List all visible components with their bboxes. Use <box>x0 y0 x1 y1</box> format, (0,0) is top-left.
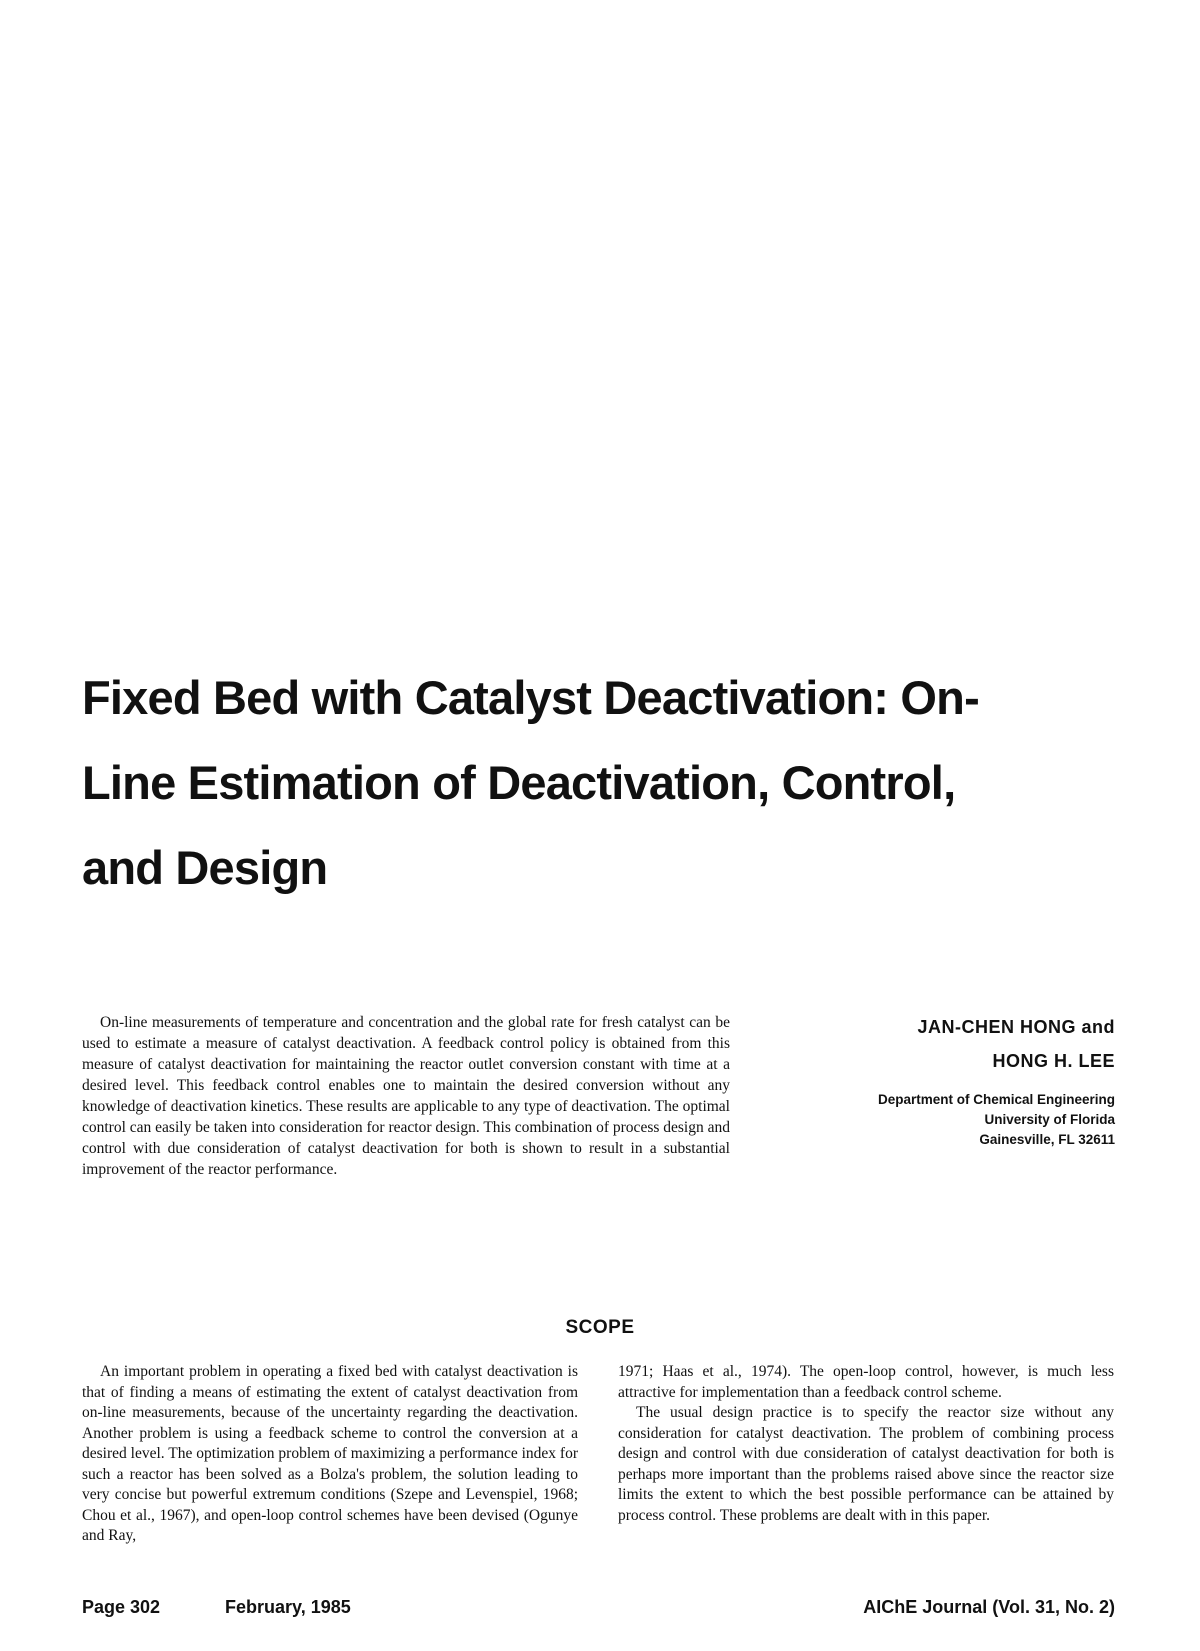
footer-page-number: Page 302 <box>82 1597 161 1617</box>
title-line-1: Fixed Bed with Catalyst Deactivation: On- <box>82 671 979 724</box>
affiliation-department: Department of Chemical Engineering <box>877 1092 1115 1107</box>
author-line-2: HONG H. LEE <box>992 1051 1115 1071</box>
article-title <box>82 655 1082 910</box>
affiliation <box>755 1090 1115 1150</box>
title-line-2: Line Estimation of Deactivation, Control, <box>82 756 956 809</box>
affiliation-location: Gainesville, FL 32611 <box>979 1132 1115 1147</box>
scope-right-paragraph-1: 1971; Haas et al., 1974). The open-loop control, however, is much less attractive for implementation than a feedback control scheme. <box>618 1363 1114 1401</box>
scope-right-paragraph-2: The usual design practice is to specify the reactor size without any consideration for catalyst deactivation. The problem of combining process design and control with due consideration of catalyst deactivation for both is perhaps more important than the problems raised above since the reactor size limits the extent to which the best possible performance can be attained by process control. These problems are dealt with in this paper. <box>618 1404 1114 1524</box>
footer-date: February, 1985 <box>225 1597 351 1617</box>
section-heading-scope: SCOPE <box>565 1317 635 1338</box>
footer-journal: AIChE Journal (Vol. 31, No. 2) <box>863 1597 1115 1617</box>
author-block <box>755 1010 1115 1150</box>
affiliation-university: University of Florida <box>984 1112 1115 1127</box>
scope-left-paragraph: An important problem in operating a fixed bed with catalyst deactivation is that of finding a means of estimating the extent of catalyst deactivation from on-line measurements, because of the uncertainty regarding the deactivation. Another problem is using a feedback scheme to control the conversion at a desired level. The optimization problem of maximizing a performance index for such a reactor has been solved as a Bolza's problem, the solution leading to very concise but powerful extremum conditions (Szepe and Levenspiel, 1968; Chou et al., 1967), and open-loop control schemes have been devised (Ogunye and Ray, <box>82 1363 578 1544</box>
abstract-text: On-line measurements of temperature and concentration and the global rate for fresh catalyst can be used to estimate a measure of catalyst deactivation. A feedback control policy is obtained from this measure of catalyst deactivation for maintaining the reactor outlet conversion constant with time at a desired level. This feedback control enables one to maintain the desired conversion without any knowledge of deactivation kinetics. These results are applicable to any type of deactivation. The optimal control can easily be taken into consideration for reactor design. This combination of process design and control with due consideration of catalyst deactivation for both is shown to result in a substantial improvement of the reactor performance. <box>82 1014 730 1178</box>
scope-left-column <box>82 1362 578 1547</box>
author-line-1: JAN-CHEN HONG and <box>917 1017 1115 1037</box>
scope-right-column <box>618 1362 1114 1526</box>
title-line-3: and Design <box>82 841 328 894</box>
